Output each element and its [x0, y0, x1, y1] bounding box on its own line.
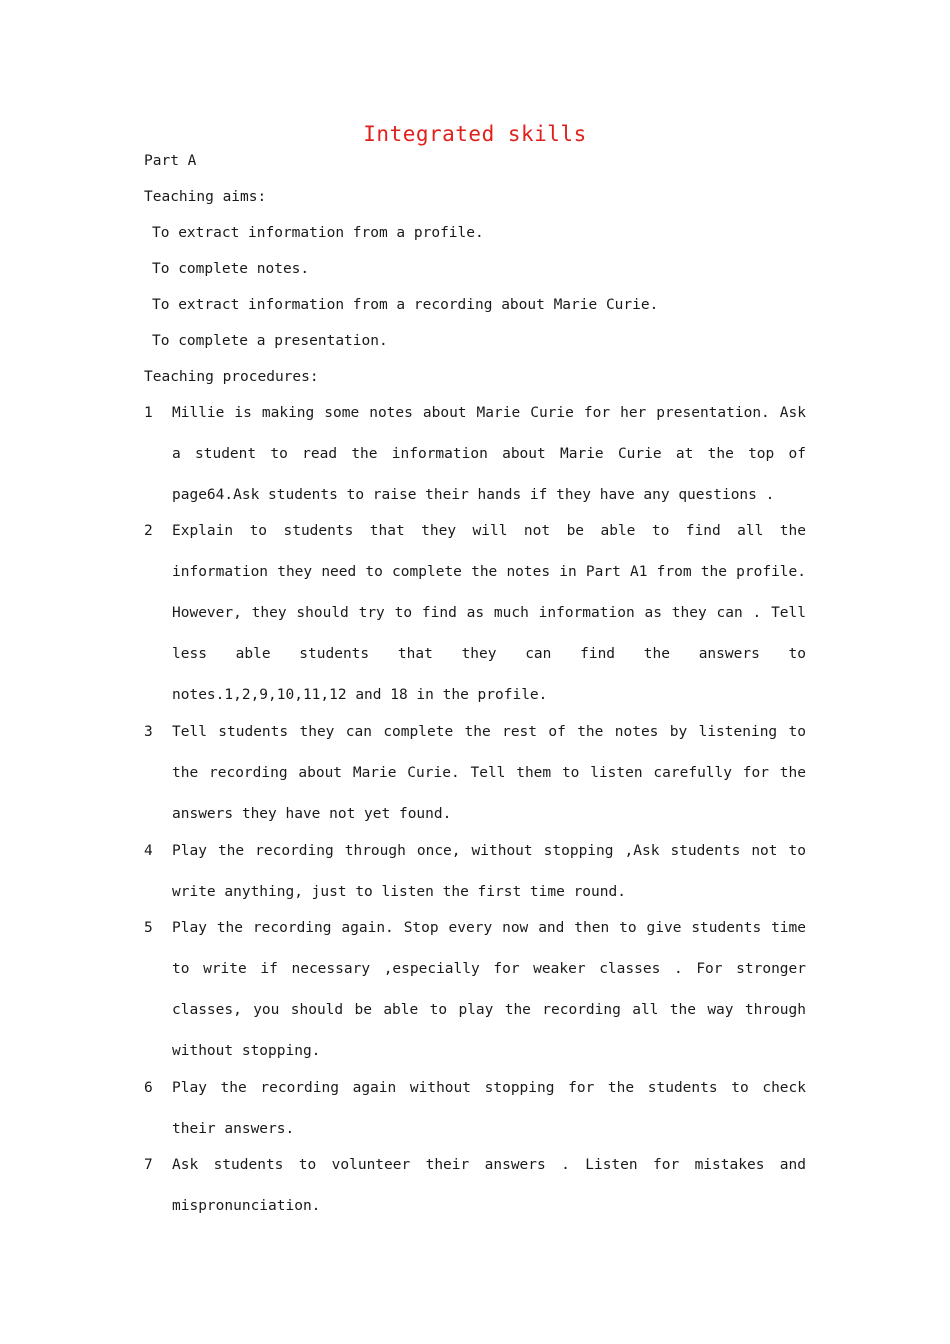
procedure-step	[144, 920, 806, 1072]
aim-item: To extract information from a profile.	[152, 225, 484, 241]
step-number: 4	[144, 843, 153, 859]
step-number: 2	[144, 523, 153, 539]
step-number: 5	[144, 920, 153, 936]
page-title: Integrated skills	[363, 122, 587, 146]
aim-item: To complete a presentation.	[152, 333, 388, 349]
step-number: 1	[144, 405, 153, 421]
aim-item: To complete notes.	[152, 261, 310, 277]
procedure-step	[144, 843, 806, 913]
aims-heading: Teaching aims:	[144, 189, 267, 205]
procedure-step	[144, 724, 806, 835]
step-text: Play the recording again. Stop every now and then to give students time to write if necessary ,especially for weaker classes . For stronger classes, you should be able to play the recording all the way through without stopping.	[172, 920, 806, 1059]
step-number: 3	[144, 724, 153, 740]
step-text: Play the recording through once, without stopping ,Ask students not to write anything, just to listen the first time round.	[172, 843, 806, 900]
step-text: Tell students they can complete the rest of the notes by listening to the recording about Marie Curie. Tell them to listen carefully for the answers they have not yet found.	[172, 724, 806, 822]
step-text: Ask students to volunteer their answers . Listen for mistakes and mispronunciation.	[172, 1157, 806, 1214]
procedures-heading: Teaching procedures:	[144, 369, 319, 385]
step-number: 7	[144, 1157, 153, 1173]
step-text: Explain to students that they will not be able to find all the information they need to complete the notes in Part A1 from the profile. However, they should try to find as much information as they can . Tell less able students that they can find the answers to notes.1,2,9,10,11,12 and 18 in the profile.	[172, 523, 806, 703]
procedure-step	[144, 1157, 806, 1227]
procedure-step	[144, 405, 806, 516]
procedure-step	[144, 523, 806, 716]
aim-item: To extract information from a recording about Marie Curie.	[152, 297, 659, 313]
step-number: 6	[144, 1080, 153, 1096]
part-label: Part A	[144, 153, 197, 169]
step-text: Play the recording again without stopping for the students to check their answers.	[172, 1080, 806, 1137]
procedure-step	[144, 1080, 806, 1150]
step-text: Millie is making some notes about Marie Curie for her presentation. Ask a student to read the information about Marie Curie at the top of page64.Ask students to raise their hands if they have any questions .	[172, 405, 806, 503]
